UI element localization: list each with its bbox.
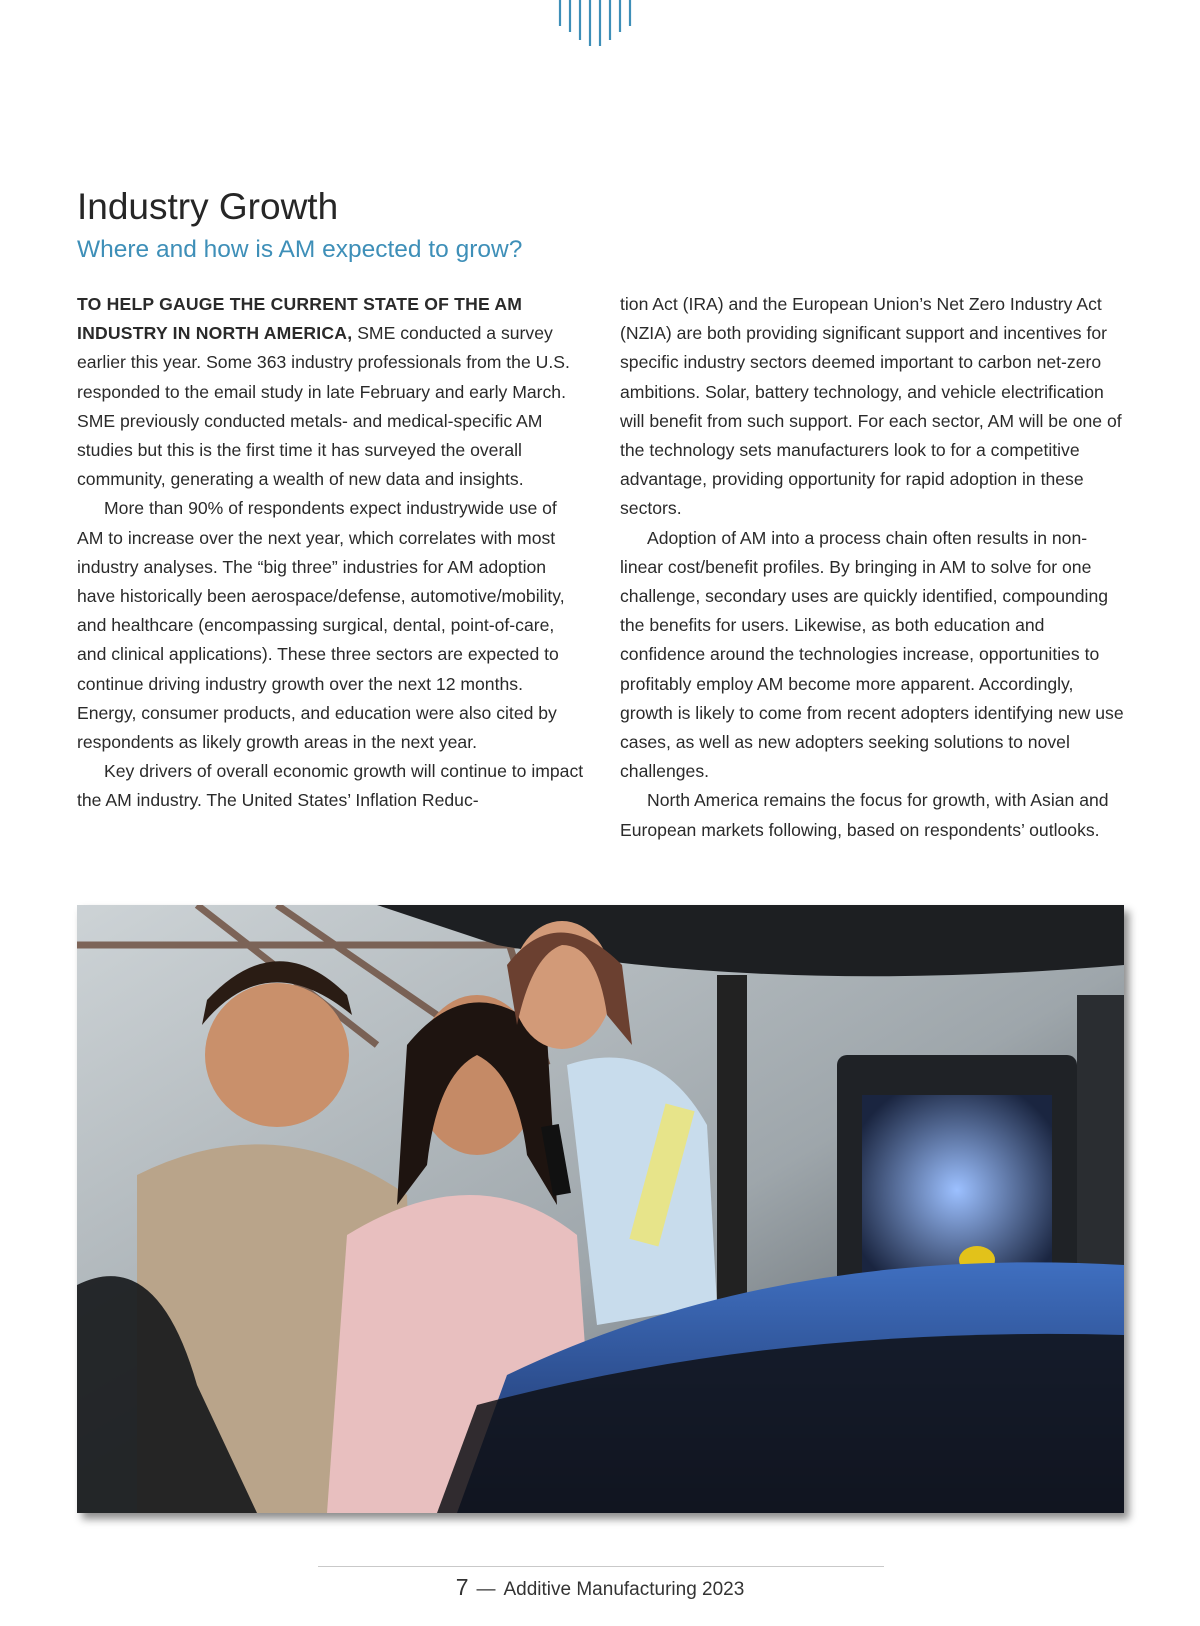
paragraph: Key drivers of overall economic growth will continue to impact the AM industry. The United States’ Inflation Reduc-	[77, 761, 584, 811]
section-title: Industry Growth	[77, 186, 339, 227]
paragraph: Adoption of AM into a process chain often results in non-linear cost/benefit profiles. By bringing in AM to solve for one challenge, secondary uses are quickly identified, compounding the benefits for users. Likewise, as both education and confidence around the technologies increase, opportunities to profitably employ AM become more apparent. Accordingly, growth is likely to come from recent adopters identifying new use cases, as well as new adopters seeking solutions to novel challenges.	[620, 527, 1124, 782]
paragraph: tion Act (IRA) and the European Union’s Net Zero Industry Act (NZIA) are both providing significant support and incentives for specific industry sectors deemed important to carbon net-zero ambitions. Solar, battery technology, and vehicle electrification will benefit from such support. For each sector, AM will be one of the technology sets manufacturers look to for a competitive advantage, providing opportunity for rapid adoption in these sectors.	[620, 294, 1122, 519]
publication-name: Additive Manufacturing 2023	[503, 1579, 745, 1600]
paragraph-text: SME conducted a survey earlier this year. Some 363 industry professionals from the U.S. responded to the email study in late February and early March. SME previously conducted metals- and medical-specific AM studies but this is the first time it has surveyed the overall community, generating a wealth of new data and insights.	[77, 323, 570, 490]
footer-separator: —	[476, 1579, 496, 1600]
paragraph: More than 90% of respondents expect industrywide use of AM to increase over the next year, which correlates with most industry analyses. The “big three” industries for AM adoption have historically been aerospace/defense, automotive/mobility, and healthcare (encompassing surgical, dental, point-of-care, and clinical applications). These three sectors are expected to continue driving industry growth over the next 12 months. Energy, consumer products, and education were also cited by respondents as likely growth areas in the next year.	[77, 498, 565, 753]
section-subtitle: Where and how is AM expected to grow?	[77, 236, 523, 263]
right-column	[620, 290, 1128, 845]
left-column	[77, 290, 585, 816]
lead-in: TO HELP GAUGE THE CURRENT STATE OF THE AM INDUSTRY IN NORTH AMERICA,	[77, 294, 523, 344]
paragraph: North America remains the focus for growth, with Asian and European markets following, based on respondents’ outlooks.	[620, 790, 1109, 840]
decorative-lines-icon	[556, 0, 644, 48]
photo-people-3d-printer	[77, 905, 1124, 1513]
page-number: 7	[455, 1574, 469, 1600]
footer-rule	[318, 1566, 884, 1567]
photo-illustration	[77, 905, 1124, 1513]
paragraph	[77, 290, 585, 494]
page-footer	[0, 1574, 1200, 1601]
